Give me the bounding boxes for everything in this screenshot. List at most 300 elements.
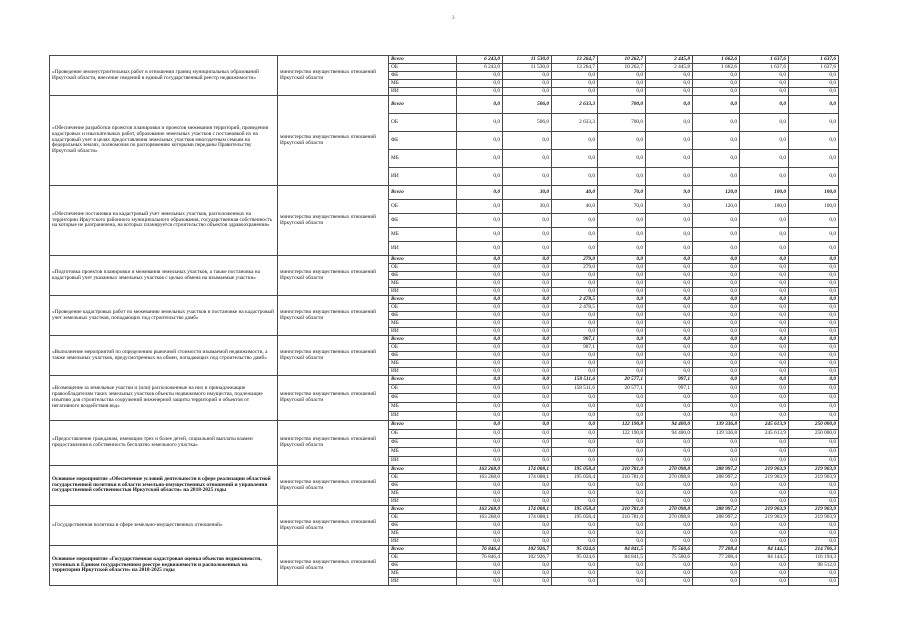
amount-cell: 0,0: [503, 412, 552, 421]
amount-cell: 6 243,0: [457, 56, 503, 64]
amount-cell: 0,0: [503, 578, 552, 586]
funding-source: ИИ: [389, 578, 457, 586]
amount-cell: 0,0: [457, 562, 503, 570]
amount-cell: 0,0: [598, 538, 646, 546]
amount-cell: 1 637,6: [789, 56, 839, 64]
funding-source: ФБ: [389, 562, 457, 570]
amount-cell: 0,0: [740, 272, 789, 280]
amount-cell: 0,0: [598, 214, 646, 228]
amount-cell: 0,0: [552, 403, 598, 412]
amount-cell: 0,0: [503, 421, 552, 430]
amount-cell: 0,0: [457, 272, 503, 280]
amount-cell: 0,0: [693, 132, 740, 150]
amount-cell: 0,0: [693, 296, 740, 304]
amount-cell: 0,0: [693, 228, 740, 242]
amount-cell: 0,0: [457, 88, 503, 96]
amount-cell: 0,0: [552, 228, 598, 242]
table-row: [50, 56, 839, 64]
amount-cell: 0,0: [552, 368, 598, 376]
amount-cell: 0,0: [598, 522, 646, 530]
amount-cell: 116 194,3: [789, 554, 839, 562]
amount-cell: 0,0: [789, 328, 839, 336]
amount-cell: 195 058,4: [552, 466, 598, 474]
amount-cell: 0,0: [789, 360, 839, 368]
funding-source: Всего: [389, 186, 457, 200]
amount-cell: 0,0: [693, 150, 740, 168]
amount-cell: 0,0: [693, 360, 740, 368]
amount-cell: 11 530,0: [503, 64, 552, 72]
amount-cell: 0,0: [457, 304, 503, 312]
amount-cell: 40,0: [552, 200, 598, 214]
amount-cell: 0,0: [740, 114, 789, 132]
amount-cell: 0,0: [740, 72, 789, 80]
amount-cell: 0,0: [457, 412, 503, 421]
amount-cell: 214 706,3: [789, 546, 839, 554]
amount-cell: 0,0: [646, 288, 693, 296]
amount-cell: 0,0: [693, 312, 740, 320]
amount-cell: 0,0: [503, 150, 552, 168]
amount-cell: 0,0: [598, 288, 646, 296]
amount-cell: 0,0: [646, 368, 693, 376]
amount-cell: 288 997,2: [693, 506, 740, 514]
amount-cell: 0,0: [646, 344, 693, 352]
amount-cell: 84 144,5: [740, 554, 789, 562]
amount-cell: 6 243,0: [457, 64, 503, 72]
amount-cell: 0,0: [457, 256, 503, 264]
amount-cell: 0,0: [740, 280, 789, 288]
amount-cell: 0,0: [503, 498, 552, 506]
amount-cell: 0,0: [457, 320, 503, 328]
amount-cell: 270 098,8: [646, 514, 693, 522]
amount-cell: 0,0: [503, 88, 552, 96]
amount-cell: 0,0: [552, 88, 598, 96]
amount-cell: 0,0: [598, 328, 646, 336]
amount-cell: 0,0: [503, 439, 552, 448]
activity-name: «Предоставление гражданам, имеющим трех и более детей, социальной выплаты взамен предоставления в собственность бесплатно земельного участка»: [50, 421, 278, 466]
amount-cell: 0,0: [789, 498, 839, 506]
amount-cell: 288 997,2: [693, 466, 740, 474]
amount-cell: 0,0: [457, 114, 503, 132]
amount-cell: 0,0: [789, 150, 839, 168]
amount-cell: 0,0: [693, 328, 740, 336]
amount-cell: 0,0: [646, 132, 693, 150]
amount-cell: 0,0: [740, 328, 789, 336]
amount-cell: 219 903,9: [740, 474, 789, 482]
amount-cell: 219 903,9: [789, 466, 839, 474]
amount-cell: 0,0: [789, 385, 839, 394]
amount-cell: 0,0: [740, 448, 789, 457]
amount-cell: 0,0: [646, 88, 693, 96]
amount-cell: 0,0: [646, 242, 693, 256]
amount-cell: 0,0: [646, 498, 693, 506]
funding-source: Всего: [389, 336, 457, 344]
funding-source: ОБ: [389, 114, 457, 132]
amount-cell: 0,0: [552, 80, 598, 88]
funding-source: ФБ: [389, 522, 457, 530]
amount-cell: 163 268,0: [457, 474, 503, 482]
funding-source: ОБ: [389, 264, 457, 272]
amount-cell: 0,0: [598, 457, 646, 466]
amount-cell: 0,0: [789, 394, 839, 403]
amount-cell: 219 903,9: [789, 514, 839, 522]
amount-cell: 0,0: [740, 578, 789, 586]
amount-cell: 0,0: [457, 72, 503, 80]
amount-cell: 84 841,5: [598, 554, 646, 562]
amount-cell: 0,0: [740, 522, 789, 530]
funding-source: Всего: [389, 421, 457, 430]
amount-cell: 270 098,8: [646, 506, 693, 514]
amount-cell: 0,0: [598, 280, 646, 288]
amount-cell: 0,0: [503, 522, 552, 530]
amount-cell: 11 530,0: [503, 56, 552, 64]
amount-cell: 122 190,8: [598, 430, 646, 439]
amount-cell: 0,0: [552, 421, 598, 430]
amount-cell: 0,0: [598, 80, 646, 88]
amount-cell: 0,0: [789, 296, 839, 304]
amount-cell: 0,0: [552, 132, 598, 150]
amount-cell: 0,0: [789, 168, 839, 186]
amount-cell: 0,0: [552, 522, 598, 530]
amount-cell: 0,0: [552, 328, 598, 336]
amount-cell: 0,0: [457, 490, 503, 498]
amount-cell: 174 008,1: [503, 506, 552, 514]
amount-cell: 0,0: [693, 439, 740, 448]
table-row: [50, 296, 839, 304]
amount-cell: 0,0: [598, 578, 646, 586]
amount-cell: 0,0: [552, 288, 598, 296]
amount-cell: 0,0: [789, 88, 839, 96]
amount-cell: 0,0: [740, 242, 789, 256]
amount-cell: 0,0: [598, 168, 646, 186]
funding-source: Всего: [389, 506, 457, 514]
amount-cell: 1 662,6: [693, 56, 740, 64]
amount-cell: 0,0: [457, 214, 503, 228]
amount-cell: 0,0: [503, 264, 552, 272]
responsible-executor: министерство имущественных отношений Иркутской области: [278, 546, 389, 586]
amount-cell: 0,0: [503, 320, 552, 328]
amount-cell: 0,0: [693, 562, 740, 570]
funding-source: ИИ: [389, 457, 457, 466]
funding-source: ИИ: [389, 368, 457, 376]
amount-cell: 0,0: [503, 457, 552, 466]
amount-cell: 270 098,8: [646, 474, 693, 482]
funding-source: Всего: [389, 546, 457, 554]
amount-cell: 0,0: [457, 344, 503, 352]
amount-cell: 0,0: [457, 264, 503, 272]
amount-cell: 0,0: [740, 96, 789, 114]
responsible-executor: министерство имущественных отношений Иркутской области: [278, 296, 389, 336]
responsible-executor: министерство имущественных отношений Иркутской области: [278, 96, 389, 186]
amount-cell: 0,0: [457, 312, 503, 320]
amount-cell: 163 268,0: [457, 506, 503, 514]
amount-cell: 0,0: [646, 360, 693, 368]
amount-cell: 700,0: [598, 114, 646, 132]
funding-source: ФБ: [389, 272, 457, 280]
amount-cell: 0,0: [552, 538, 598, 546]
amount-cell: 0,0: [503, 385, 552, 394]
amount-cell: 0,0: [457, 448, 503, 457]
amount-cell: 0,0: [789, 482, 839, 490]
funding-source: МБ: [389, 448, 457, 457]
amount-cell: 0,0: [503, 430, 552, 439]
amount-cell: 0,0: [693, 376, 740, 385]
amount-cell: 0,0: [457, 150, 503, 168]
amount-cell: 0,0: [740, 385, 789, 394]
amount-cell: 0,0: [740, 312, 789, 320]
responsible-executor: министерство имущественных отношений Иркутской области: [278, 466, 389, 506]
amount-cell: 0,0: [598, 256, 646, 264]
funding-source: ИИ: [389, 328, 457, 336]
amount-cell: 195 058,4: [552, 514, 598, 522]
amount-cell: 0,0: [457, 482, 503, 490]
amount-cell: 0,0: [789, 448, 839, 457]
amount-cell: 0,0: [740, 530, 789, 538]
amount-cell: 0,0: [740, 482, 789, 490]
amount-cell: 174 008,1: [503, 466, 552, 474]
amount-cell: 0,0: [598, 242, 646, 256]
funding-source: ФБ: [389, 72, 457, 80]
amount-cell: 0,0: [740, 498, 789, 506]
amount-cell: 0,0: [503, 360, 552, 368]
amount-cell: 0,0: [598, 482, 646, 490]
amount-cell: 0,0: [646, 412, 693, 421]
amount-cell: 0,0: [598, 360, 646, 368]
amount-cell: 0,0: [503, 336, 552, 344]
amount-cell: 0,0: [693, 320, 740, 328]
amount-cell: 0,0: [457, 352, 503, 360]
amount-cell: 0,0: [552, 320, 598, 328]
funding-source: ОБ: [389, 200, 457, 214]
funding-source: ИИ: [389, 538, 457, 546]
funding-source: ИИ: [389, 168, 457, 186]
amount-cell: 0,0: [457, 186, 503, 200]
amount-cell: 245 613,9: [740, 421, 789, 430]
funding-source: ОБ: [389, 64, 457, 72]
amount-cell: 1 637,6: [740, 56, 789, 64]
funding-source: Всего: [389, 96, 457, 114]
amount-cell: 0,0: [789, 439, 839, 448]
amount-cell: 1 637,6: [740, 64, 789, 72]
amount-cell: 0,0: [552, 272, 598, 280]
amount-cell: 0,0: [503, 132, 552, 150]
amount-cell: 0,0: [457, 439, 503, 448]
amount-cell: 0,0: [789, 288, 839, 296]
amount-cell: 0,0: [552, 280, 598, 288]
amount-cell: 997,1: [646, 385, 693, 394]
funding-source: ФБ: [389, 439, 457, 448]
funding-table: [49, 55, 839, 586]
amount-cell: 0,0: [789, 114, 839, 132]
amount-cell: 9,0: [646, 200, 693, 214]
amount-cell: 0,0: [789, 412, 839, 421]
amount-cell: 0,0: [789, 304, 839, 312]
amount-cell: 0,0: [789, 72, 839, 80]
amount-cell: 0,0: [646, 296, 693, 304]
amount-cell: 506,0: [503, 96, 552, 114]
amount-cell: 0,0: [552, 214, 598, 228]
amount-cell: 0,0: [552, 168, 598, 186]
amount-cell: 100,0: [740, 186, 789, 200]
amount-cell: 94 400,0: [646, 430, 693, 439]
amount-cell: 0,0: [552, 430, 598, 439]
amount-cell: 0,0: [789, 264, 839, 272]
amount-cell: 0,0: [503, 214, 552, 228]
amount-cell: 0,0: [789, 376, 839, 385]
activity-name: «Проведение землеустроительных работ в отношении границ муниципальных образований Иркутской области, внесение сведений в единый государственный реестр недвижимости»: [50, 56, 278, 96]
amount-cell: 0,0: [646, 72, 693, 80]
amount-cell: 0,0: [503, 288, 552, 296]
amount-cell: 0,0: [693, 498, 740, 506]
amount-cell: 0,0: [646, 562, 693, 570]
amount-cell: 0,0: [789, 132, 839, 150]
amount-cell: 0,0: [457, 430, 503, 439]
amount-cell: 1 662,6: [693, 64, 740, 72]
amount-cell: 0,0: [598, 272, 646, 280]
amount-cell: 210 781,0: [598, 506, 646, 514]
amount-cell: 0,0: [740, 304, 789, 312]
amount-cell: 0,0: [598, 562, 646, 570]
amount-cell: 102 926,7: [503, 546, 552, 554]
amount-cell: 0,0: [789, 578, 839, 586]
amount-cell: 0,0: [740, 439, 789, 448]
amount-cell: 0,0: [646, 304, 693, 312]
amount-cell: 0,0: [552, 360, 598, 368]
amount-cell: 219 903,9: [740, 514, 789, 522]
amount-cell: 0,0: [503, 328, 552, 336]
amount-cell: 0,0: [552, 72, 598, 80]
amount-cell: 0,0: [598, 264, 646, 272]
amount-cell: 0,0: [503, 242, 552, 256]
activity-name: Основное мероприятие «Государственная кадастровая оценка объектов недвижимости, учтенных в Едином государственном реестре недвижимости и расположенных на территории Иркутской области» на 2018-2025 годы: [50, 546, 278, 586]
amount-cell: 0,0: [740, 412, 789, 421]
amount-cell: 0,0: [503, 376, 552, 385]
amount-cell: 0,0: [646, 522, 693, 530]
funding-source: МБ: [389, 320, 457, 328]
amount-cell: 95 024,6: [552, 554, 598, 562]
amount-cell: 0,0: [693, 96, 740, 114]
amount-cell: 0,0: [740, 256, 789, 264]
amount-cell: 0,0: [646, 403, 693, 412]
amount-cell: 0,0: [740, 394, 789, 403]
funding-source: ОБ: [389, 304, 457, 312]
amount-cell: 100,0: [740, 200, 789, 214]
amount-cell: 0,0: [740, 490, 789, 498]
funding-source: ИИ: [389, 88, 457, 96]
amount-cell: 0,0: [457, 385, 503, 394]
amount-cell: 0,0: [789, 530, 839, 538]
amount-cell: 0,0: [693, 412, 740, 421]
amount-cell: 0,0: [693, 457, 740, 466]
amount-cell: 0,0: [740, 570, 789, 578]
amount-cell: 0,0: [646, 320, 693, 328]
amount-cell: 0,0: [552, 312, 598, 320]
activity-name: Основное мероприятие «Обеспечение условий деятельности в сфере реализации областной государственной политики в области земельно-имущественных отношений и управления государственной собственностью Иркутской области» на 2018-2025 годы: [50, 466, 278, 506]
amount-cell: 279,0: [552, 256, 598, 264]
funding-source: ОБ: [389, 385, 457, 394]
amount-cell: 158 511,6: [552, 376, 598, 385]
amount-cell: 0,0: [552, 530, 598, 538]
amount-cell: 0,0: [646, 482, 693, 490]
amount-cell: 0,0: [740, 214, 789, 228]
funding-source: МБ: [389, 228, 457, 242]
funding-source: ФБ: [389, 312, 457, 320]
amount-cell: 0,0: [646, 228, 693, 242]
amount-cell: 100,0: [789, 200, 839, 214]
amount-cell: 0,0: [457, 336, 503, 344]
amount-cell: 0,0: [457, 570, 503, 578]
amount-cell: 0,0: [503, 482, 552, 490]
amount-cell: 0,0: [552, 412, 598, 421]
amount-cell: 0,0: [598, 530, 646, 538]
amount-cell: 70,0: [598, 200, 646, 214]
amount-cell: 9,0: [646, 186, 693, 200]
amount-cell: 219 903,9: [789, 474, 839, 482]
amount-cell: 0,0: [598, 320, 646, 328]
amount-cell: 0,0: [789, 280, 839, 288]
funding-source: ФБ: [389, 482, 457, 490]
responsible-executor: министерство имущественных отношений Иркутской области: [278, 376, 389, 421]
amount-cell: 0,0: [457, 280, 503, 288]
amount-cell: 0,0: [598, 439, 646, 448]
amount-cell: 0,0: [693, 214, 740, 228]
amount-cell: 0,0: [740, 88, 789, 96]
amount-cell: 0,0: [598, 336, 646, 344]
table-row: [50, 96, 839, 114]
amount-cell: 0,0: [646, 530, 693, 538]
amount-cell: 0,0: [598, 412, 646, 421]
amount-cell: 0,0: [457, 228, 503, 242]
amount-cell: 219 903,9: [740, 506, 789, 514]
amount-cell: 0,0: [789, 570, 839, 578]
amount-cell: 0,0: [693, 264, 740, 272]
amount-cell: 98 512,0: [789, 562, 839, 570]
amount-cell: 0,0: [740, 132, 789, 150]
amount-cell: 0,0: [693, 578, 740, 586]
amount-cell: 0,0: [693, 114, 740, 132]
amount-cell: 0,0: [646, 280, 693, 288]
amount-cell: 0,0: [646, 570, 693, 578]
amount-cell: 250 000,0: [789, 430, 839, 439]
amount-cell: 0,0: [457, 200, 503, 214]
amount-cell: 0,0: [457, 132, 503, 150]
amount-cell: 0,0: [789, 242, 839, 256]
amount-cell: 0,0: [457, 530, 503, 538]
funding-source: ОБ: [389, 430, 457, 439]
amount-cell: 0,0: [693, 336, 740, 344]
amount-cell: 270 098,8: [646, 466, 693, 474]
amount-cell: 0,0: [503, 304, 552, 312]
amount-cell: 0,0: [646, 394, 693, 403]
amount-cell: 0,0: [503, 562, 552, 570]
amount-cell: 0,0: [457, 522, 503, 530]
amount-cell: 0,0: [789, 320, 839, 328]
amount-cell: 77 208,4: [693, 546, 740, 554]
amount-cell: 0,0: [552, 570, 598, 578]
amount-cell: 0,0: [598, 150, 646, 168]
amount-cell: 0,0: [552, 394, 598, 403]
amount-cell: 0,0: [552, 578, 598, 586]
amount-cell: 0,0: [457, 168, 503, 186]
amount-cell: 10 262,7: [598, 64, 646, 72]
funding-source: МБ: [389, 490, 457, 498]
amount-cell: 100,0: [789, 186, 839, 200]
activity-name: «Возмещение за земельные участки и (или) расположенные на них и принадлежащие правообладателям таких земельных участков объекты недвижимого имущества, подлежащие изъятию для строительства сооружений инженерной защиты территорий и объектов от негативного воздействия вод»: [50, 376, 278, 421]
amount-cell: 0,0: [740, 352, 789, 360]
amount-cell: 0,0: [693, 280, 740, 288]
amount-cell: 0,0: [598, 72, 646, 80]
amount-cell: 0,0: [789, 272, 839, 280]
amount-cell: 0,0: [552, 150, 598, 168]
